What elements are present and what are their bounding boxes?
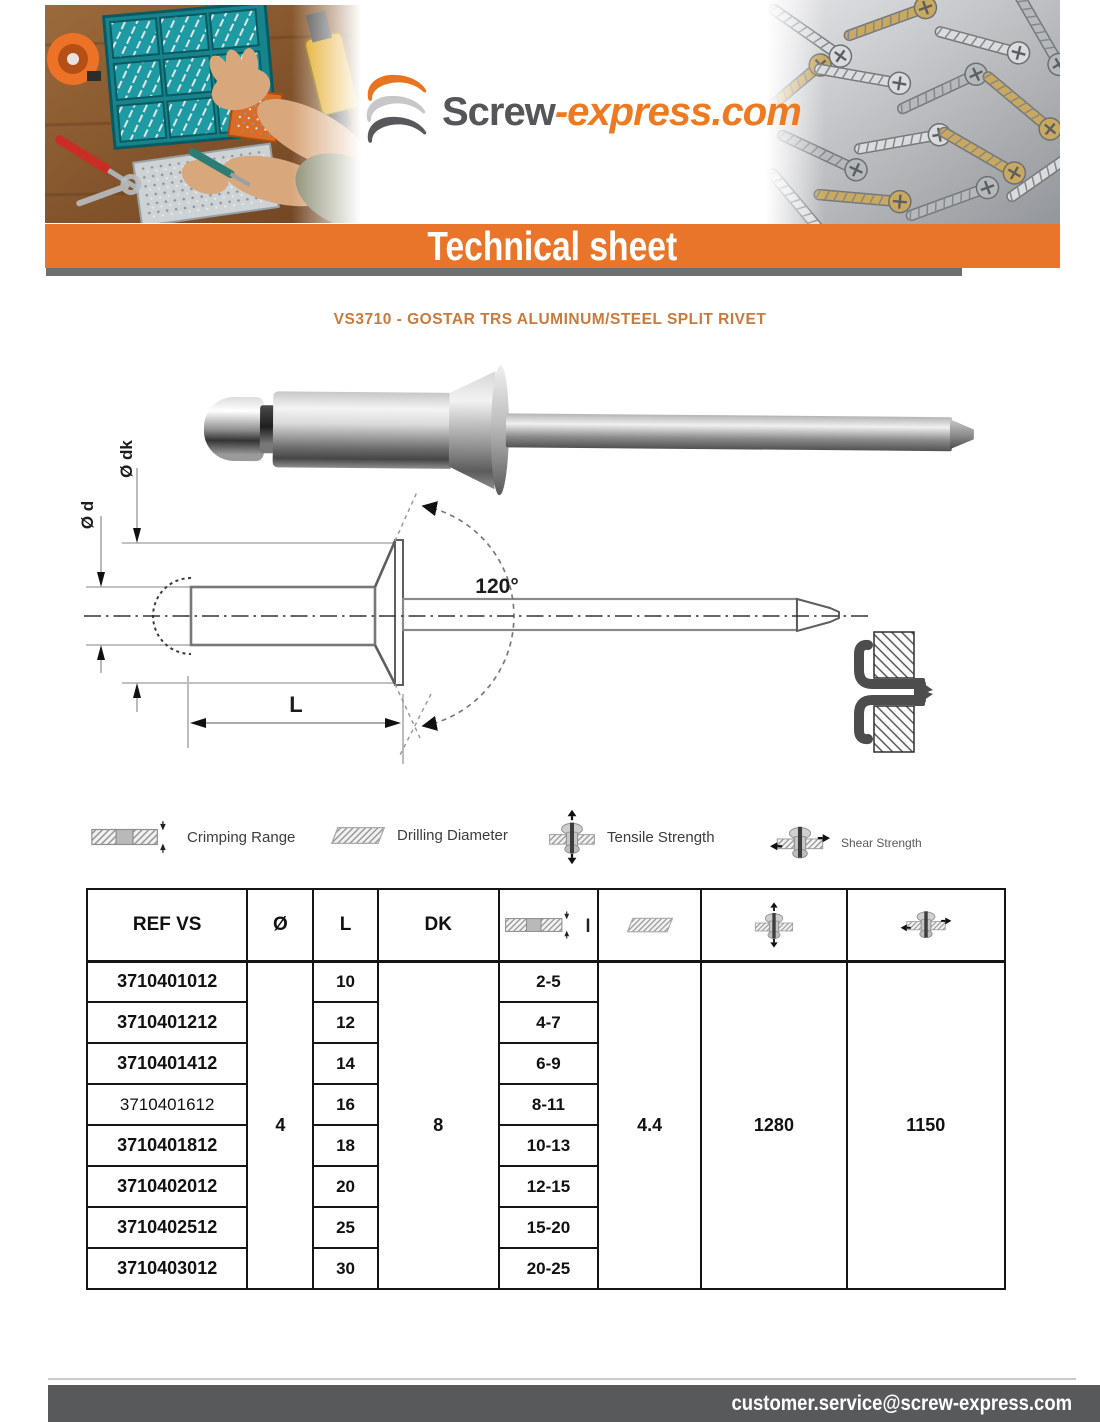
logo-text-accent: -express.com (554, 89, 801, 134)
photo-workbench (45, 5, 361, 223)
product-title: VS3710 - GOSTAR TRS ALUMINUM/STEEL SPLIT RIVET (333, 311, 767, 328)
cell-diameter: 4 (247, 961, 313, 1289)
footer-email: customer.service@screw-express.com (731, 1391, 1072, 1415)
technical-sheet-banner (45, 224, 1060, 268)
cell-ref: 3710401212 (87, 1002, 247, 1043)
cell-crimping-range: 6-9 (499, 1043, 598, 1084)
logo-wordmark (442, 90, 801, 135)
legend (0, 805, 1100, 869)
legend-label: Shear Strength (841, 836, 922, 850)
label-head-diameter: Ø dk (117, 440, 136, 478)
shear-strength-icon (900, 903, 952, 947)
screw-express-logo-icon (362, 72, 434, 153)
cell-crimping-range: 10-13 (499, 1125, 598, 1166)
col-header-crimping-range (499, 889, 598, 961)
diameter-dimensions (97, 468, 141, 712)
legend-item-crimping-range (90, 821, 295, 853)
col-header-ref: REF VS (87, 889, 247, 961)
label-body-diameter: Ø d (78, 500, 97, 530)
shear-strength-icon (770, 817, 830, 869)
tensile-strength-icon (754, 901, 794, 949)
rivet-outline (153, 540, 839, 685)
cell-drilling-diameter: 4.4 (598, 961, 701, 1289)
cell-length: 14 (313, 1043, 377, 1084)
label-length: L (289, 692, 303, 717)
cell-ref: 3710401012 (87, 961, 247, 1002)
cell-tensile-strength: 1280 (701, 961, 846, 1289)
logo-text-dark: Screw (442, 89, 555, 134)
cell-length: 16 (313, 1084, 377, 1125)
svg-text:l: l (585, 915, 591, 936)
cell-length: 18 (313, 1125, 377, 1166)
banner-shadow-bar (46, 268, 962, 276)
col-header-diameter: Ø (247, 889, 313, 961)
col-header-shear-strength (847, 889, 1005, 961)
legend-item-tensile-strength (548, 809, 715, 865)
drilling-diameter-icon (330, 825, 386, 846)
cell-crimping-range: 4-7 (499, 1002, 598, 1043)
cell-length: 25 (313, 1207, 377, 1248)
spec-table-body (87, 961, 1005, 1289)
cell-crimping-range: 12-15 (499, 1166, 598, 1207)
col-header-dk: DK (378, 889, 499, 961)
crimping-range-icon (90, 821, 176, 853)
cell-length: 10 (313, 961, 377, 1002)
cell-crimping-range: 20-25 (499, 1248, 598, 1289)
spec-table (86, 888, 1006, 1290)
legend-label: Tensile Strength (607, 828, 715, 846)
cell-ref: 3710401812 (87, 1125, 247, 1166)
col-header-length: L (313, 889, 377, 961)
cell-ref: 3710402512 (87, 1207, 247, 1248)
cell-crimping-range: 2-5 (499, 961, 598, 1002)
cell-dk: 8 (378, 961, 499, 1289)
cell-crimping-range: 15-20 (499, 1207, 598, 1248)
extension-lines (86, 543, 403, 764)
cell-ref: 3710401412 (87, 1043, 247, 1084)
brand-logo (362, 70, 801, 154)
footer-divider-line (48, 1378, 1076, 1380)
photo-screws-pile (766, 0, 1060, 224)
legend-item-shear-strength (770, 817, 922, 869)
label-head-angle: 120° (475, 575, 519, 598)
col-header-drilling-diameter (598, 889, 701, 961)
table-row (87, 961, 1005, 1002)
cell-length: 30 (313, 1248, 377, 1289)
legend-label: Crimping Range (187, 828, 296, 846)
col-header-tensile-strength (701, 889, 846, 961)
cell-length: 20 (313, 1166, 377, 1207)
drilling-diameter-icon (626, 916, 674, 934)
cell-ref: 3710403012 (87, 1248, 247, 1289)
crimping-range-icon (504, 911, 578, 939)
banner-title: Technical sheet (427, 222, 678, 269)
cell-shear-strength: 1150 (847, 961, 1005, 1289)
cell-crimping-range: 8-11 (499, 1084, 598, 1125)
legend-item-drilling-diameter (330, 825, 508, 846)
tensile-strength-icon (548, 809, 596, 865)
length-dimension (190, 718, 401, 728)
cell-length: 12 (313, 1002, 377, 1043)
footer-bar (48, 1385, 1100, 1422)
cell-ref: 3710401612 (87, 1084, 247, 1125)
dimension-diagram (60, 400, 1000, 780)
cell-ref: 3710402012 (87, 1166, 247, 1207)
clinched-rivet-illustration (859, 632, 933, 752)
spec-table-header (87, 889, 1005, 961)
legend-label: Drilling Diameter (397, 827, 508, 844)
thickness-letter (583, 912, 593, 938)
